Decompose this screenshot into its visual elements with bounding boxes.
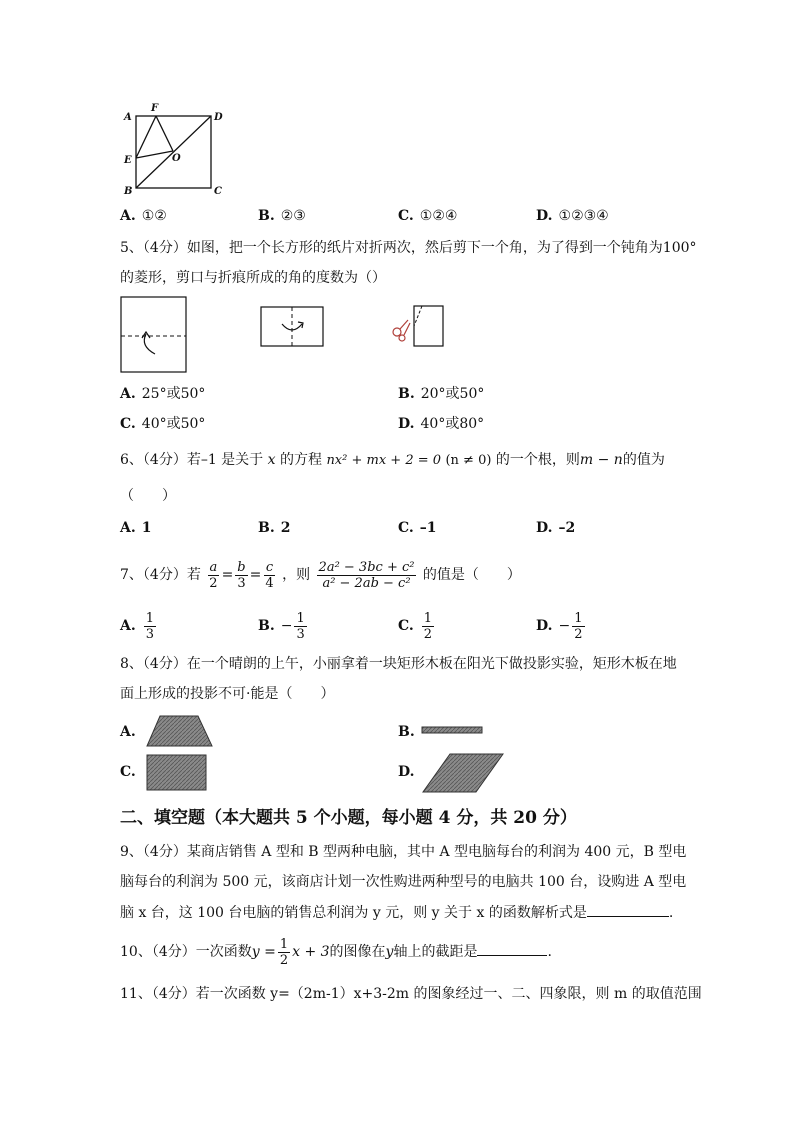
q10-answer-blank[interactable] [477, 941, 547, 956]
q7-line: 7、（4分）若 $\frac{a}{2}$ = $\frac{b}{3}$ = $\frac{c}{4}$ ，则 $\frac{\text{2a² − 3bc + c²}}{\text{a² − 2ab − c²}}$ 的值是（ ） [120, 559, 521, 591]
q7-option-a: A. $\frac{1}{3}$ [120, 610, 155, 642]
q9-line1: 9、（4分）某商店销售 A 型和 B 型两种电脑，其中 A 型电脑每台的利润为 400 元，B 型电 [120, 844, 687, 860]
label-B: B [124, 186, 133, 197]
q7-option-b: B. − $\frac{1}{3}$ [258, 610, 305, 642]
label-O: O [172, 153, 181, 164]
q8-line1: 8、（4分）在一个晴朗的上午，小丽拿着一块矩形木板在阳光下做投影实验，矩形木板在地 [120, 656, 677, 672]
q5-line2: 的菱形，剪口与折痕所成的角的度数为（） [120, 270, 386, 286]
q6-answer-paren: （ ） [120, 488, 176, 504]
q5-option-b: B. 20°或50° [398, 386, 485, 402]
q6-option-b: B. 2 [258, 520, 291, 536]
label-E: E [124, 155, 132, 166]
label-F: F [151, 103, 159, 114]
fold-step1-figure [120, 296, 190, 374]
q6-option-a: A. 1 [120, 520, 152, 536]
q6-option-c: C. –1 [398, 520, 437, 536]
q10-line: 10、（4分）一次函数y = $\frac{1}{2}$ x + 3的图像在y轴上的截距是 . [120, 936, 552, 968]
label-D: D [214, 112, 223, 123]
square-figure [118, 98, 228, 198]
q4-option-c: C. ①②④ [398, 208, 458, 224]
label-C: C [214, 186, 222, 197]
q4-option-a: A. ①② [120, 208, 167, 224]
section2-title: 二、填空题（本大题共 5 个小题，每小题 4 分，共 20 分） [120, 808, 577, 828]
q4-option-b: B. ②③ [258, 208, 306, 224]
q6-line1: 6、（4分）若–1 是关于 x 的方程 nx² + mx + 2 = 0 (n ≠ 0) 的一个根，则m − n的值为 [120, 452, 665, 468]
q8-option-c: C. [120, 764, 136, 780]
q8-line2: 面上形成的投影不可·能是（ ） [120, 686, 335, 702]
q8-option-b: B. [398, 724, 415, 740]
q5-line1: 5、（4分）如图，把一个长方形的纸片对折两次，然后剪下一个角，为了得到一个钝角为100° [120, 240, 697, 256]
q4-option-d: D. ①②③④ [536, 208, 609, 224]
scissors-icon [393, 320, 410, 341]
q5-option-c: C. 40°或50° [120, 416, 206, 432]
label-A: A [124, 112, 132, 123]
q8-option-a: A. [120, 724, 136, 740]
scissors-cut-figure [388, 304, 448, 348]
fold-step2-figure [260, 306, 326, 348]
q7-option-d: D. − $\frac{1}{2}$ [536, 610, 583, 642]
q9-line2: 脑每台的利润为 500 元，该商店计划一次性购进两种型号的电脑共 100 台，设购进 A 型电 [120, 874, 687, 890]
rectangle-shape [146, 754, 208, 792]
q8-option-d: D. [398, 764, 415, 780]
q9-answer-blank[interactable] [587, 902, 669, 917]
q5-option-d: D. 40°或80° [398, 416, 485, 432]
trapezoid-shape [146, 715, 214, 747]
q9-line3: 脑 x 台，这 100 台电脑的销售总利润为 y 元，则 y 关于 x 的函数解析式是 . [120, 902, 673, 923]
parallelogram-shape [422, 753, 504, 793]
q5-option-a: A. 25°或50° [120, 386, 206, 402]
q7-option-c: C. $\frac{1}{2}$ [398, 610, 433, 642]
q6-option-d: D. –2 [536, 520, 576, 536]
q11-line1: 11、（4分）若一次函数 y=（2m-1）x+3-2m 的图象经过一、二、四象限，则 m 的取值范围 [120, 986, 702, 1002]
thin-rectangle-shape [421, 726, 483, 734]
